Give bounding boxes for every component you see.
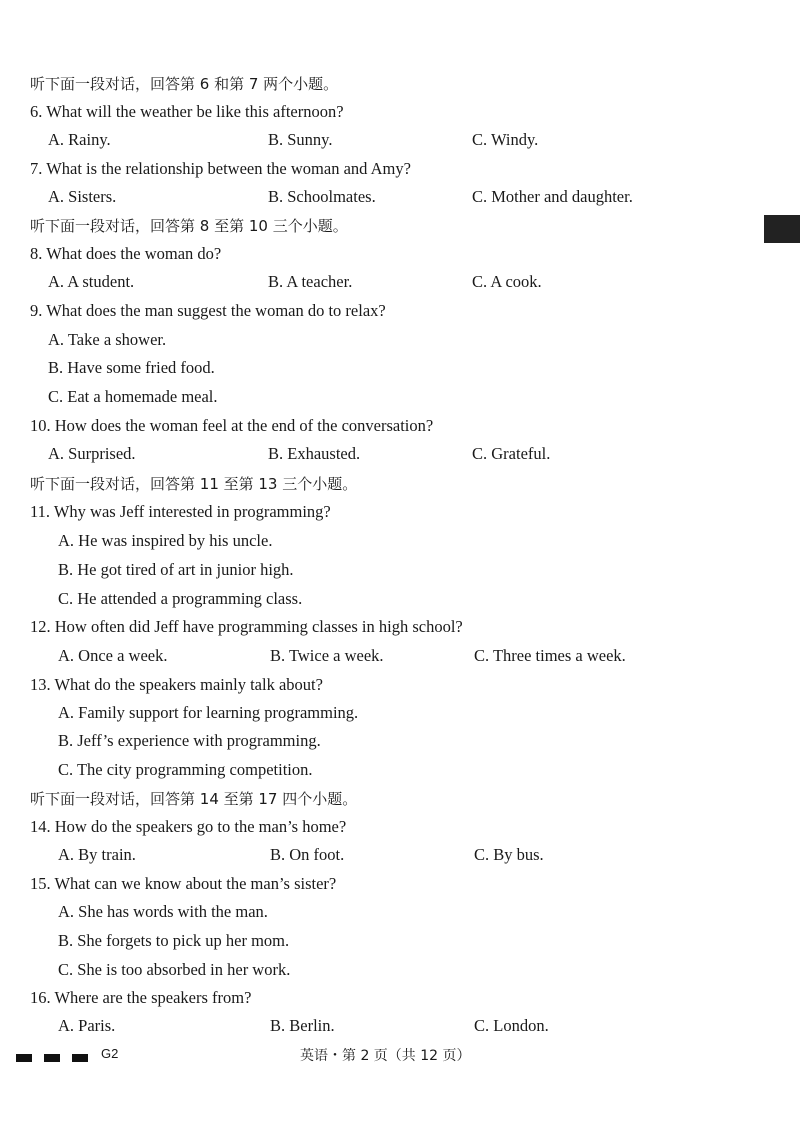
question-stem: 6. What will the weather be like this afternoon? bbox=[30, 102, 344, 121]
footer-marker bbox=[44, 1054, 60, 1062]
question-stem: 11. Why was Jeff interested in programming? bbox=[30, 502, 331, 521]
option-a: A. Sisters. bbox=[48, 187, 117, 206]
option-c: C. By bus. bbox=[474, 845, 544, 864]
side-tab-marker bbox=[764, 215, 800, 243]
footer-marker bbox=[72, 1054, 88, 1062]
option-a: A. Surprised. bbox=[48, 444, 136, 463]
option-b: B. Exhausted. bbox=[268, 444, 361, 463]
option-a: A. By train. bbox=[58, 845, 136, 864]
page-number: 英语・第 2 页（共 12 页） bbox=[300, 1048, 471, 1064]
option-a: A. A student. bbox=[48, 272, 135, 291]
option-c: C. He attended a programming class. bbox=[58, 589, 303, 608]
option-b: B. She forgets to pick up her mom. bbox=[58, 931, 290, 950]
question-stem: 12. How often did Jeff have programming classes in high school? bbox=[30, 617, 463, 636]
option-b: B. Have some fried food. bbox=[48, 358, 215, 377]
option-b: B. Twice a week. bbox=[270, 646, 384, 665]
section-header: 听下面一段对话，回答第 6 和第 7 两个小题。 bbox=[30, 75, 339, 93]
option-a: A. Once a week. bbox=[58, 646, 168, 665]
question-stem: 10. How does the woman feel at the end of the conversation? bbox=[30, 416, 434, 435]
option-c: C. She is too absorbed in her work. bbox=[58, 960, 291, 979]
option-c: C. Grateful. bbox=[472, 444, 551, 463]
option-a: A. Paris. bbox=[58, 1016, 116, 1035]
option-c: C. Windy. bbox=[472, 130, 539, 149]
question-stem: 14. How do the speakers go to the man’s home? bbox=[30, 817, 347, 836]
option-b: B. Sunny. bbox=[268, 130, 333, 149]
option-c: C. London. bbox=[474, 1016, 549, 1035]
footer-marker bbox=[16, 1054, 32, 1062]
section-header: 听下面一段对话，回答第 8 至第 10 三个小题。 bbox=[30, 217, 348, 235]
option-a: A. She has words with the man. bbox=[58, 902, 268, 921]
footer-code: G2 bbox=[101, 1046, 119, 1061]
option-a: A. Family support for learning programming. bbox=[58, 703, 359, 722]
option-b: B. Berlin. bbox=[270, 1016, 335, 1035]
option-b: B. Schoolmates. bbox=[268, 187, 376, 206]
question-stem: 16. Where are the speakers from? bbox=[30, 988, 252, 1007]
question-stem: 9. What does the man suggest the woman do to relax? bbox=[30, 301, 386, 320]
option-c: C. A cook. bbox=[472, 272, 542, 291]
question-stem: 8. What does the woman do? bbox=[30, 244, 222, 263]
option-b: B. He got tired of art in junior high. bbox=[58, 560, 294, 579]
option-c: C. The city programming competition. bbox=[58, 760, 313, 779]
section-header: 听下面一段对话，回答第 11 至第 13 三个小题。 bbox=[30, 475, 358, 493]
option-b: B. A teacher. bbox=[268, 272, 353, 291]
option-a: A. Take a shower. bbox=[48, 330, 167, 349]
question-stem: 7. What is the relationship between the woman and Amy? bbox=[30, 159, 411, 178]
option-b: B. Jeff’s experience with programming. bbox=[58, 731, 321, 750]
option-c: C. Eat a homemade meal. bbox=[48, 387, 218, 406]
option-c: C. Mother and daughter. bbox=[472, 187, 633, 206]
option-a: A. He was inspired by his uncle. bbox=[58, 531, 273, 550]
question-stem: 13. What do the speakers mainly talk about? bbox=[30, 675, 323, 694]
question-stem: 15. What can we know about the man’s sister? bbox=[30, 874, 337, 893]
option-c: C. Three times a week. bbox=[474, 646, 626, 665]
section-header: 听下面一段对话，回答第 14 至第 17 四个小题。 bbox=[30, 790, 358, 808]
option-a: A. Rainy. bbox=[48, 130, 111, 149]
option-b: B. On foot. bbox=[270, 845, 345, 864]
